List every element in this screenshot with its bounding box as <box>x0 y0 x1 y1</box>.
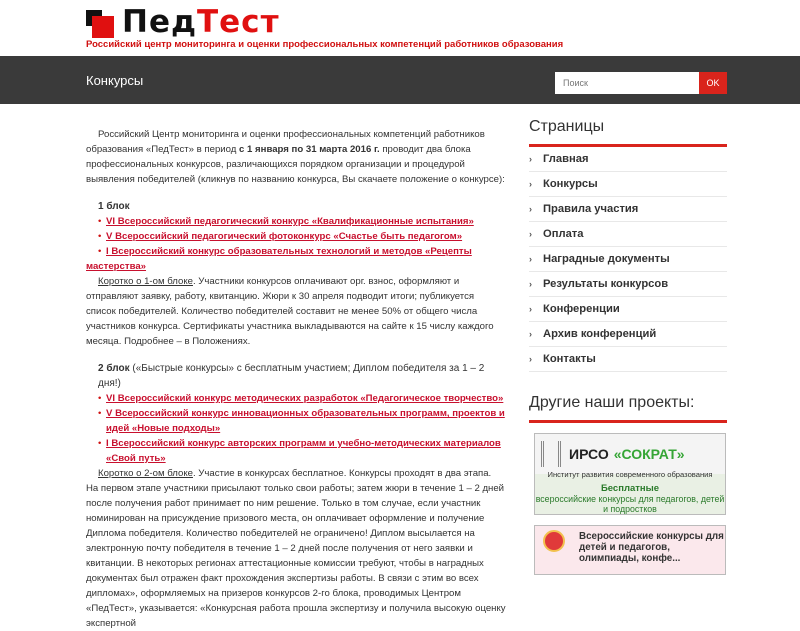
banner-desc: всероссийские конкурсы для педагогов, детей и подростков <box>535 494 725 514</box>
site-header <box>0 0 800 56</box>
intro-paragraph: Российский Центр мониторинга и оценки профессиональных компетенций работников образования «ПедТест» в период с 1 января по 31 марта 2016 г. проводит два блока профессиональных конкурсов, различающихся порядком организации и процедурой выявления победителей (кликнув по названию конкурса, Вы скачаете положение о конкурсе): <box>86 129 505 185</box>
contest-item <box>86 436 506 466</box>
banner-header: ИРСО «СОКРАТ» <box>535 434 725 474</box>
irso-sokrat-banner[interactable] <box>534 433 726 515</box>
nav-item-awards[interactable]: › Наградные документы <box>529 247 727 272</box>
nav-item-results[interactable]: › Результаты конкурсов <box>529 272 727 297</box>
column-icon <box>541 441 561 467</box>
search-ok-button[interactable]: OK <box>699 72 727 94</box>
block1-summary-link[interactable]: Коротко о 1-ом блоке <box>98 276 193 287</box>
block2-contest-list <box>86 391 506 466</box>
chevron-right-icon: › <box>529 354 532 364</box>
chevron-right-icon: › <box>529 229 532 239</box>
nav-item-payment[interactable]: › Оплата <box>529 222 727 247</box>
chevron-right-icon: › <box>529 329 532 339</box>
block2-summary-link[interactable]: Коротко о 2-ом блоке <box>98 468 193 479</box>
search-input[interactable] <box>555 72 699 94</box>
sidebar <box>529 118 727 575</box>
contest-item <box>86 214 506 229</box>
contest-link[interactable]: V Всероссийский педагогический фотоконкурс «Счастье быть педагогом» <box>106 231 463 242</box>
chevron-right-icon: › <box>529 179 532 189</box>
block2-summary: Коротко о 2-ом блоке. Участие в конкурсах бесплатное. Конкурсы проходят в два этапа. На первом этапе участники присылают только свои работы; затем жюри в течение 1 – 2 дней после получения работ принимает по ним решение. Только в том случае, если участник номинирован на присуждение призового места, он оплачивает оформление и получение Диплома победителя. Количество победителей не ограничено! Диплом высылается на электронную почту победителя в течение 1 – 2 дней после получения от него заявки и квитанции. В некоторых регионах аттестационные комиссии требуют, чтобы в наградных документах был отражен факт прохождения экспертизы работы. В связи с этим во всех дипломах», оформляемых на призеров конкурсов 2-го блока, проводимых Центром «ПедТест», указывается: «Конкурсная работа прошла экспертизу и получила высокую оценку экспертной <box>86 468 506 629</box>
contest-item <box>86 391 506 406</box>
contest-link[interactable]: V Всероссийский конкурс инновационных образовательных программ, проектов и идей «Новые подходы» <box>106 408 505 434</box>
page-title: Конкурсы <box>86 73 144 88</box>
banner-free: Бесплатные <box>600 483 660 494</box>
logo-icon[interactable] <box>86 10 114 38</box>
chevron-right-icon: › <box>529 254 532 264</box>
medal-icon <box>543 530 565 552</box>
projects-heading: Другие наши проекты: <box>529 394 727 423</box>
chevron-right-icon: › <box>529 279 532 289</box>
block1-summary: Коротко о 1-ом блоке. Участники конкурсов оплачивают орг. взнос, оформляют и отправляют заявку, работу, квитанцию. Жюри к 30 апреля подводит итоги; публикуется список победителей. Количество победителей составит не менее 50% от общего числа участников конкурса. Сертификаты участника выкладываются на сайте к 15 числу каждого месяца. Подробнее – в Положениях. <box>86 276 494 347</box>
contest-link[interactable]: VI Всероссийский конкурс методических разработок «Педагогическое творчество» <box>106 393 504 404</box>
chevron-right-icon: › <box>529 154 532 164</box>
contest-link[interactable]: I Всероссийский конкурс образовательных технологий и методов «Рецепты мастерства» <box>86 246 472 272</box>
nav-item-conferences[interactable]: › Конференции <box>529 297 727 322</box>
contest-item <box>86 244 506 274</box>
main-content <box>86 127 506 631</box>
banner-institute: Институт развития современного образования <box>547 470 713 479</box>
chevron-right-icon: › <box>529 204 532 214</box>
contest-item <box>86 229 506 244</box>
contest-link[interactable]: I Всероссийский конкурс авторских программ и учебно-методических материалов «Свой путь» <box>106 438 501 464</box>
pages-nav <box>529 147 727 372</box>
chevron-right-icon: › <box>529 304 532 314</box>
nav-item-archive[interactable]: › Архив конференций <box>529 322 727 347</box>
pages-heading: Страницы <box>529 118 727 147</box>
nav-item-home[interactable]: › Главная <box>529 147 727 172</box>
block1-heading: 1 блок <box>98 201 130 212</box>
block1-contest-list <box>86 214 506 274</box>
contests-banner[interactable] <box>534 525 726 575</box>
banner2-text: Всероссийские конкурсы для детей и педагогов, олимпиады, конфе... <box>579 531 724 564</box>
site-tagline: Российский центр мониторинга и оценки профессиональных компетенций работников образования <box>86 39 564 50</box>
contest-item <box>86 406 506 436</box>
block2-heading: 2 блок («Быстрые конкурсы» с бесплатным участием; Диплом победителя за 1 – 2 дня!) <box>98 363 485 389</box>
nav-item-contacts[interactable]: › Контакты <box>529 347 727 372</box>
site-logo[interactable]: ПедТест <box>122 4 280 40</box>
nav-item-contests[interactable]: › Конкурсы <box>529 172 727 197</box>
nav-item-rules[interactable]: › Правила участия <box>529 197 727 222</box>
contest-link[interactable]: VI Всероссийский педагогический конкурс «Квалификационные испытания» <box>106 216 474 227</box>
